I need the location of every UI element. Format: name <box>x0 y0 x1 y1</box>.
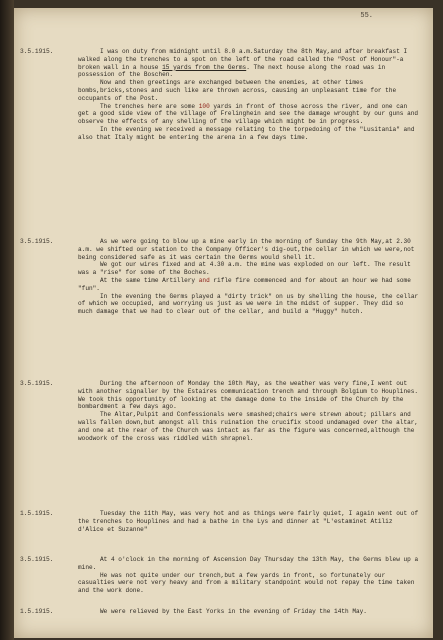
entry-paragraph <box>78 380 419 411</box>
entry-date: 3.5.1915. <box>20 48 54 55</box>
entry-date: 3.5.1915. <box>20 556 54 563</box>
paragraph-text: rifle fire commenced and for about an hour we had some "fun". <box>78 276 411 292</box>
entry-paragraph <box>78 48 419 79</box>
entry-paragraph <box>78 238 419 261</box>
paragraph-text: At 4 o'clock in the morning of Ascension Day Thursday the 13th May, the Germs blew up a mine. <box>78 556 419 571</box>
entry-paragraph <box>78 261 419 277</box>
page-number: 55. <box>360 12 373 20</box>
entry-paragraph <box>78 510 419 533</box>
handwritten-insertion: and <box>198 276 210 284</box>
paragraph-text: During the afternoon of Monday the 10th May, as the weather was very fine,I went out with another signaller by the Estaires communication trench and through Bolgium to Houplines. We took this opportunity of looking at the damage done to the inside of the Church by the bombardment a few days ago. <box>78 380 419 411</box>
entry-paragraph <box>78 277 419 293</box>
entry-paragraph <box>78 126 419 142</box>
entry-paragraph <box>78 293 419 316</box>
handwritten-insertion: 100 <box>198 102 210 110</box>
entry-paragraph <box>78 79 419 102</box>
entry-body <box>78 510 419 533</box>
paragraph-text: In the evening the Germs played a "dirty trick" on us by shelling the house, the cellar of which we occupied, and worrying us just as we were in the midst of supper. They did so much damage that we had to clear out of the cellar, and build a "Huggy" hutch. <box>78 292 419 316</box>
entry-paragraph <box>78 572 419 595</box>
paragraph-text: We got our wires fixed and at 4.30 a.m. the mine was exploded on our left. The result was a "rise" for some of the Boches. <box>78 261 411 277</box>
entry-paragraph <box>78 608 419 616</box>
entry-date: 3.5.1915. <box>20 380 54 387</box>
paragraph-text: The Altar,Pulpit and Confessionals were smashed;chairs were strewn about; pillars and walls fallen down,but amongst all this ruination the crucifix stood undamaged over the altar, and one at the rear of the Church was intact as far as the figure was concerned,although the woodwork of the cross was riddled with shrapnel. <box>78 411 419 442</box>
paragraph-text: The trenches here are some <box>100 102 199 110</box>
entry-paragraph <box>78 556 419 572</box>
paragraph-text: Tuesday the 11th May, was very hot and as things were fairly quiet, I again went out of the trenches to Houplines and had a bathe in the Lys and dinner at "L'estaminet Atiliz d'Alice et Suzanne" <box>78 510 419 533</box>
entry-paragraph <box>78 411 419 442</box>
paragraph-text: In the evening we received a message relating to the torpedoing of the "Lusitania" and also that Italy might be entering the arena in a few days time. <box>78 125 415 141</box>
entry-date: 1.5.1915. <box>20 608 54 615</box>
paragraph-text: . The next house along the road was in possession of the Boschen. <box>78 63 386 79</box>
paragraph-text: Now and then greetings are exchanged between the enemies, at other times bombs,bricks,stones and such like are thrown across, causing an unpleasant time for the occupants of the Post. <box>78 79 397 102</box>
paragraph-text: He was not quite under our trench,but a few yards in front, so fortunately our casualties were not very heavy and from a military standpoint would not repay the time taken and the work done. <box>78 571 415 595</box>
entry-body <box>78 556 419 595</box>
book-binding <box>0 0 14 640</box>
entry-body <box>78 380 419 442</box>
entry-date: 3.5.1915. <box>20 238 54 245</box>
paragraph-text: I was on duty from midnight until 8.0 a.m.Saturday the 8th May,and after breakfast I walked along the trenches to a spot on the left of the road called the "Post of Honour"-a broken wall in a house <box>78 48 408 71</box>
entry-date: 1.5.1915. <box>20 510 54 517</box>
paragraph-text: We were relieved by the East Yorks in the evening of Friday the 14th May. <box>100 608 367 615</box>
entry-paragraph <box>78 103 419 126</box>
underlined-text: 15 yards from the Germs <box>162 63 247 71</box>
paragraph-text: As we were going to blow up a mine early in the morning of Sunday the 9th May,at 2.30 a.m. we shifted our station to the Company Officer's dig-out,the cellar in which we were,not being considered safe as it was certain the Germs would shell it. <box>78 238 415 261</box>
document-page <box>14 8 433 638</box>
entry-body <box>78 48 419 142</box>
entry-body <box>78 608 419 616</box>
entry-body <box>78 238 419 316</box>
paragraph-text: yards in front of those across the river, and one can get a good side view of the village of Frelinghein and see the damage wrought by our guns and observe the effects of any shelling of the village which might be in progress. <box>78 102 419 126</box>
paragraph-text: At the same time Artillery <box>100 276 199 284</box>
